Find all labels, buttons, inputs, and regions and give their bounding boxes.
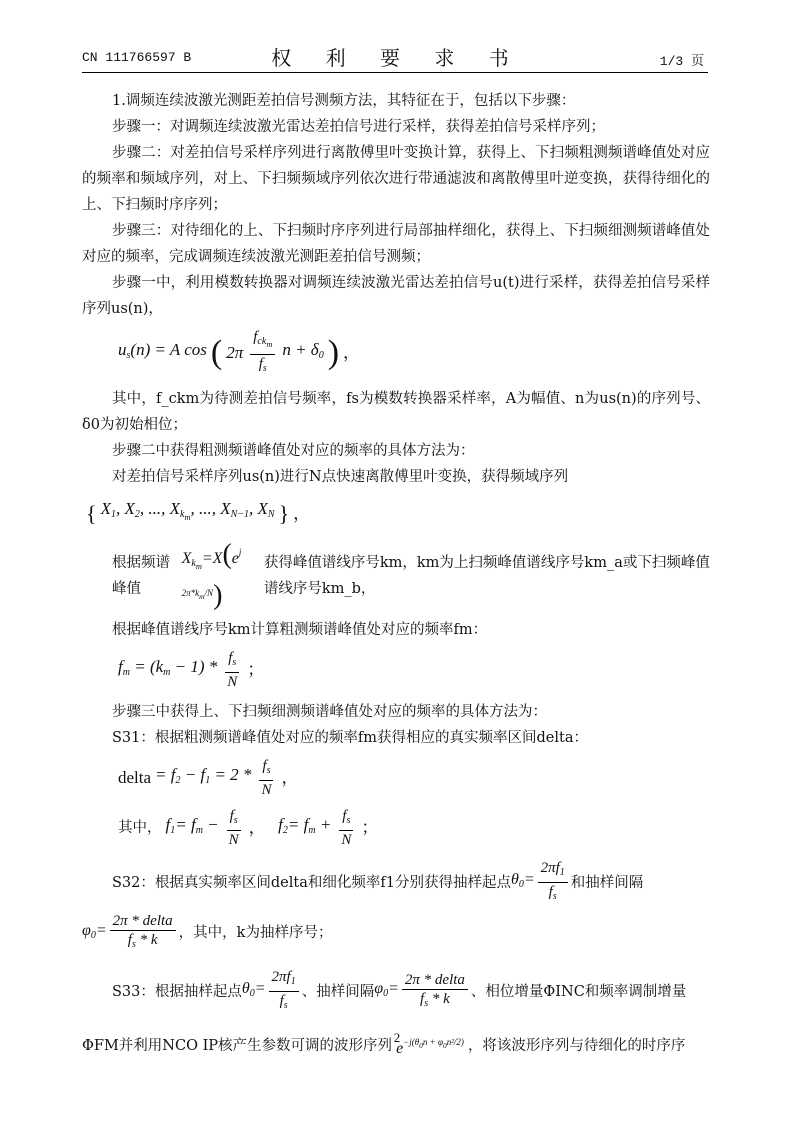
s32-row: S32：根据真实频率区间delta和细化频率f1分别获得抽样起点 $\theta_0=$ $\frac{2\pi f_1}{f_s}$ 和抽样间隔 bbox=[112, 860, 644, 902]
step-2-method: 步骤二中获得粗测频谱峰值处对应的频率的具体方法为： bbox=[112, 443, 475, 459]
peak-row bbox=[82, 539, 710, 613]
s33-interval: 、抽样间隔 bbox=[301, 983, 375, 1000]
sampling-formula: $u_s(n) = A$ cos ( 2π $\frac{f_{ck_m}}{f_s}$ $n + \delta_0$ ) ， bbox=[118, 329, 361, 374]
frequency-sequence: { $X_1$, $X_2$, ..., $X_{k_m}$, ..., $X_{N-1}$, $X_N$ } ， bbox=[86, 499, 311, 526]
s32-and: 和抽样间隔 bbox=[570, 874, 644, 891]
fm-intro: 根据峰值谱线序号km计算粗测频谱峰值处对应的频率fm： bbox=[112, 622, 488, 638]
s33-row: S33：根据抽样起点 $\theta_0=$ $\frac{2\pi f_1}{f_s}$ 、抽样间隔 $\varphi_0=$ $\frac{\text{2π * delta}}{f_s * k}$ 、相位增量ΦINC和频率调制增量 bbox=[112, 969, 687, 1011]
peak-prefix: 根据频谱峰值 bbox=[112, 555, 170, 597]
step-1-detail: 步骤一中，利用模数转换器对调频连续波激光雷达差拍信号u(t)进行采样，获得差拍信号采样序列us(n)， bbox=[82, 275, 710, 317]
page-title: 权 利 要 求 书 bbox=[271, 46, 523, 70]
step-2: 步骤二：对差拍信号采样序列进行离散傅里叶变换计算，获得上、下扫频粗测频谱峰值处对应的频率和频域序列，对上、下扫频频域序列依次进行带通滤波和离散傅里叶逆变换，获得待细化的上、下扫频时序序列； bbox=[82, 145, 710, 213]
peak-formula: $X_{k_m}=X(e^{j 2\pi*k_m/N})$ bbox=[181, 539, 242, 611]
page-number: 2 bbox=[393, 1030, 401, 1045]
sampling-definitions: 其中，f_ckm为待测差拍信号频率，fs为模数转换器采样率，A为幅值、n为us(n)的序列号、δ0为初始相位； bbox=[82, 391, 710, 433]
s33-text: S33：根据抽样起点 bbox=[112, 983, 242, 1000]
s31: S31：根据粗测频谱峰值处对应的频率fm获得相应的真实频率区间delta： bbox=[112, 730, 588, 746]
s32-text: S32：根据真实频率区间delta和细化频率f1分别获得抽样起点 bbox=[112, 874, 511, 891]
s33-nco-row: ΦFM并利用NCO IP核产生参数可调的波形序列 $e^{-j(\theta_0n + \varphi_0n^2/2)}$ ，将该波形序列与待细化的时序序 bbox=[82, 1029, 710, 1062]
patent-number: CN 111766597 B bbox=[82, 50, 192, 65]
page-count: 1/3 页 bbox=[659, 54, 704, 69]
step-3-method: 步骤三中获得上、下扫频细测频谱峰值处对应的频率的具体方法为： bbox=[112, 704, 547, 720]
fft-text: 对差拍信号采样序列us(n)进行N点快速离散傅里叶变换，获得频域序列 bbox=[112, 469, 569, 485]
step-1: 步骤一：对调频连续波激光雷达差拍信号进行采样，获得差拍信号采样序列； bbox=[112, 119, 605, 135]
fm-formula: $f_m = (k_m - 1)$ * $\frac{f_s}{N}$ ； bbox=[118, 650, 265, 690]
s33-tail: ，将该波形序列与待细化的时序序 bbox=[467, 1037, 686, 1054]
s32-phi-row: $\varphi_0=$ $\frac{\text{2π * delta}}{f_s * k}$ ，其中，k为抽样序号； bbox=[82, 913, 333, 950]
step-3: 步骤三：对待细化的上、下扫频时序序列进行局部抽样细化，获得上、下扫频细测频谱峰值处对应的频率，完成调频连续波激光测距差拍信号测频； bbox=[82, 223, 710, 265]
delta-formula: delta = $f_2 - f_1 = 2$ * $\frac{f_s}{N}$ ， bbox=[118, 758, 299, 798]
s32-where: ，其中，k为抽样序号； bbox=[178, 925, 333, 941]
header-rule bbox=[82, 72, 708, 73]
s33-nco: ΦFM并利用NCO IP核产生参数可调的波形序列 bbox=[82, 1037, 393, 1054]
f1-f2-formula: 其中， $f_1= f_m$ − $\frac{f_s}{N}$ ， $f_2= f_m$ + $\frac{f_s}{N}$ ； bbox=[118, 808, 379, 848]
peak-suffix: 获得峰值谱线序号km，km为上扫频峰值谱线序号km_a或下扫频峰值谱线序号km_b， bbox=[263, 555, 710, 597]
s33-phase: 、相位增量ΦINC和频率调制增量 bbox=[470, 983, 687, 1000]
claim-1-intro: 1.调频连续波激光测距差拍信号测频方法，其特征在于，包括以下步骤： bbox=[112, 93, 576, 109]
claims-body bbox=[82, 88, 710, 1062]
